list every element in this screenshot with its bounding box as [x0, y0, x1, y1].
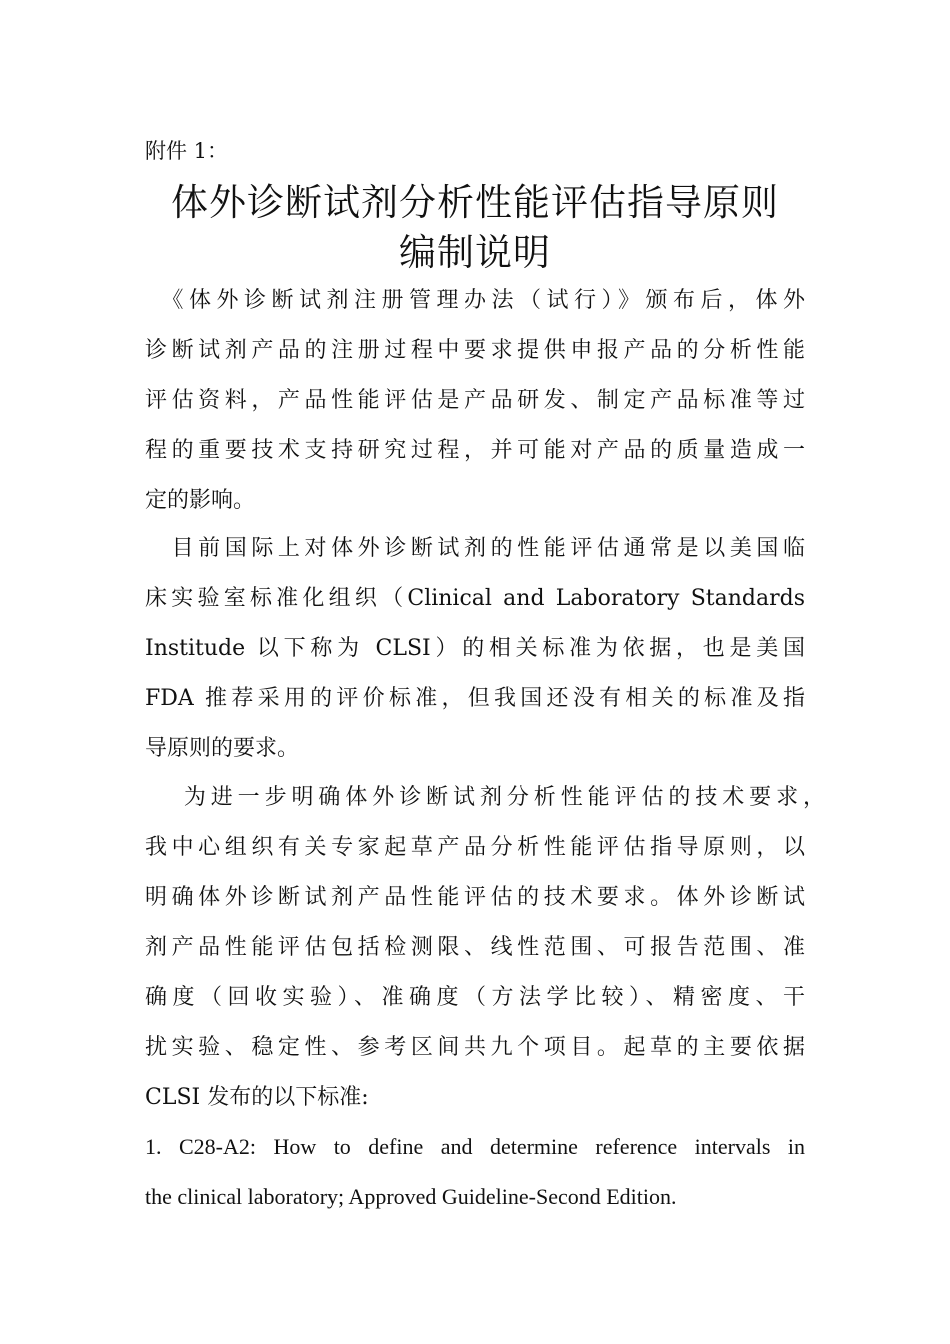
paragraph-2-line: Institude 以下称为 CLSI）的相关标准为依据，也是美国 — [145, 636, 805, 661]
paragraph-3-line: 确度（回收实验）、准确度（方法学比较）、精密度、干 — [145, 985, 805, 1010]
paragraph-2-line: FDA 推荐采用的评价标准，但我国还没有相关的标准及指 — [145, 686, 805, 711]
paragraph-3-line: CLSI 发布的以下标准: — [145, 1085, 369, 1110]
attachment-label: 附件 1： — [145, 139, 229, 163]
paragraph-3-line: 我中心组织有关专家起草产品分析性能评估指导原则，以 — [145, 835, 805, 860]
paragraph-3-line: 明确体外诊断试剂产品性能评估的技术要求。体外诊断试 — [145, 885, 805, 910]
paragraph-1-line: 定的影响。 — [145, 488, 256, 513]
paragraph-1-line: 诊断试剂产品的注册过程中要求提供申报产品的分析性能 — [145, 338, 805, 363]
paragraph-3-line: 为进一步明确体外诊断试剂分析性能评估的技术要求， — [145, 785, 825, 810]
paragraph-2-line: 床实验室标准化组织（Clinical and Laboratory Standards — [145, 586, 805, 611]
reference-item-line: 1. C28-A2: How to define and determine reference intervals in — [145, 1134, 805, 1159]
paragraph-3-line: 扰实验、稳定性、参考区间共九个项目。起草的主要依据 — [145, 1035, 805, 1060]
document-title-line-2: 编制说明 — [399, 231, 551, 274]
paragraph-2-line: 导原则的要求。 — [145, 736, 300, 761]
paragraph-2-line: 目前国际上对体外诊断试剂的性能评估通常是以美国临 — [145, 536, 805, 561]
document-title-line-1: 体外诊断试剂分析性能评估指导原则 — [171, 181, 779, 224]
paragraph-3-line: 剂产品性能评估包括检测限、线性范围、可报告范围、准 — [145, 935, 805, 960]
reference-item-line: the clinical laboratory; Approved Guideline-Second Edition. — [145, 1184, 677, 1209]
paragraph-1-line: 程的重要技术支持研究过程，并可能对产品的质量造成一 — [145, 438, 805, 463]
paragraph-1-line: 评估资料，产品性能评估是产品研发、制定产品标准等过 — [145, 388, 805, 413]
paragraph-1-line: 《体外诊断试剂注册管理办法（试行）》颁布后，体外 — [145, 288, 805, 313]
